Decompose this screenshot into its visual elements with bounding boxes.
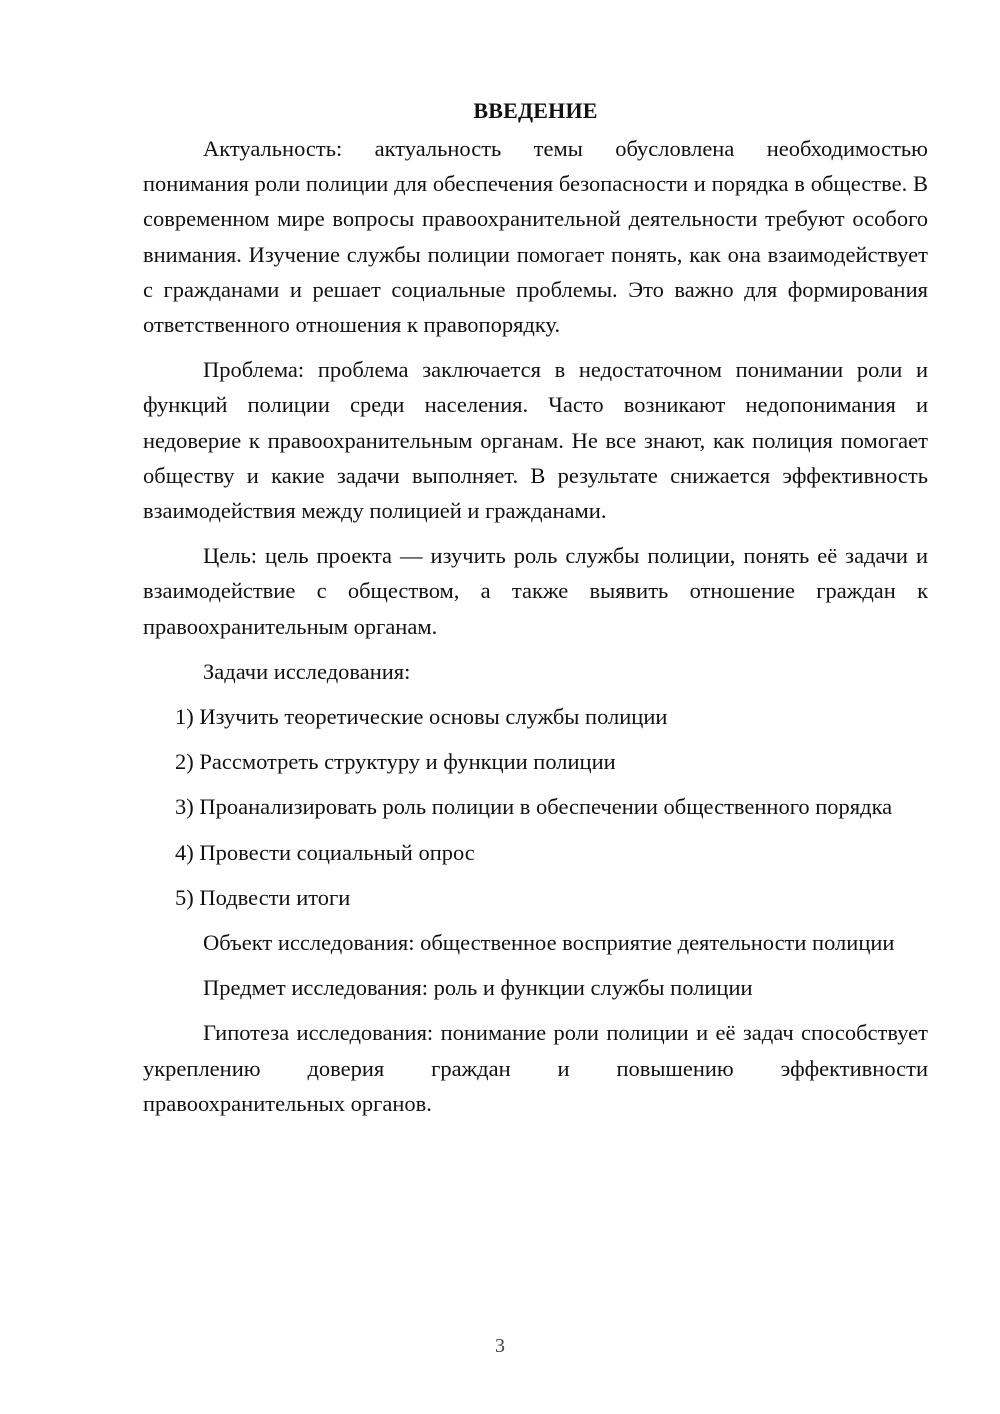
document-page [143, 95, 928, 1131]
object-paragraph: Объект исследования: общественное восприятие деятельности полиции [203, 930, 895, 956]
page-number: 3 [495, 1335, 505, 1357]
task-item-4: 4) Провести социальный опрос [175, 839, 475, 865]
task-item-2: 2) Рассмотреть структуру и функции полиции [175, 749, 616, 775]
problem-paragraph: Проблема: проблема заключается в недостаточном понимании роли и функций полиции среди населения. Часто возникают недопонимания и недоверие к правоохранительным органам. Не все знают, как полиция помогает обществу и какие задачи выполняет. В результате снижается эффективность взаимодействия между полицией и гражданами. [143, 357, 928, 524]
goal-paragraph: Цель: цель проекта — изучить роль службы полиции, понять её задачи и взаимодействие с обществом, а также выявить отношение граждан к правоохранительным органам. [143, 543, 928, 639]
section-heading: ВВЕДЕНИЕ [473, 98, 598, 123]
tasks-title: Задачи исследования: [203, 658, 411, 684]
task-item-5: 5) Подвести итоги [175, 884, 351, 910]
relevance-paragraph: Актуальность: актуальность темы обусловлена необходимостью понимания роли полиции для обеспечения безопасности и порядка в обществе. В современном мире вопросы правоохранительной деятельности требуют особого внимания. Изучение службы полиции помогает понять, как она взаимодействует с гражданами и решает социальные проблемы. Это важно для формирования ответственного отношения к правопорядку. [143, 136, 928, 338]
task-item-1: 1) Изучить теоретические основы службы полиции [175, 704, 668, 730]
task-item-3: 3) Проанализировать роль полиции в обеспечении общественного порядка [175, 794, 893, 820]
hypothesis-paragraph: Гипотеза исследования: понимание роли полиции и её задач способствует укреплению доверия граждан и повышению эффективности правоохранительных органов. [143, 1020, 928, 1116]
subject-paragraph: Предмет исследования: роль и функции службы полиции [203, 975, 753, 1001]
